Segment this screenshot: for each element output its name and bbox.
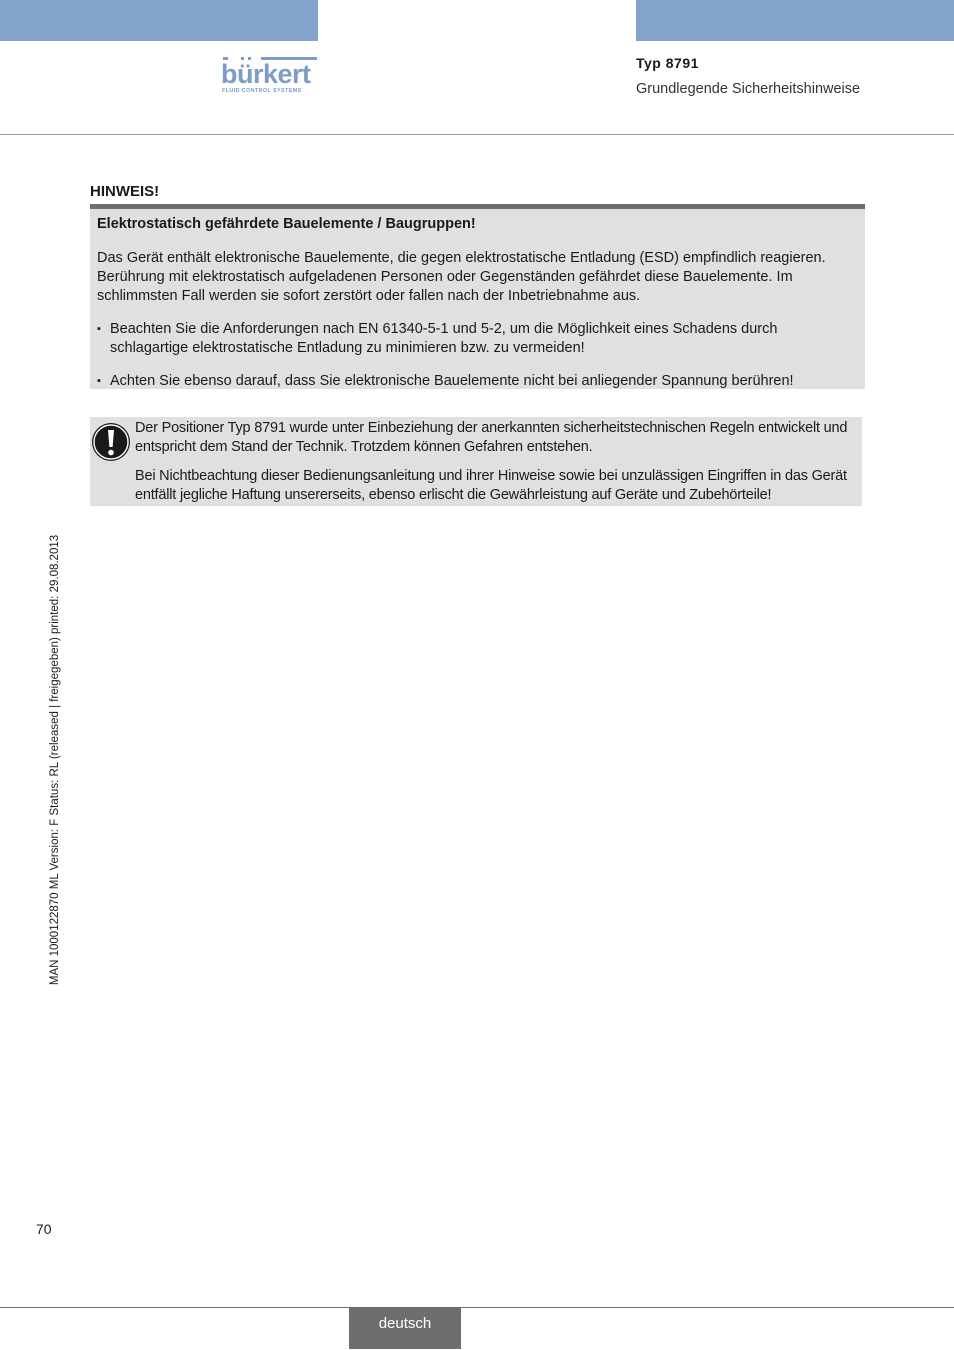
warning-text (135, 419, 859, 515)
footer-divider (0, 1307, 954, 1308)
doc-subtitle: Grundlegende Sicherheitshinweise (636, 81, 861, 97)
exclamation-icon (90, 421, 132, 463)
notice-box (90, 204, 865, 389)
page-number: 70 (36, 1221, 52, 1237)
document-meta-sidebar: MAN 1000122870 ML Version: F Status: RL (released | freigegeben) printed: 29.08.2013 (49, 534, 61, 986)
burkert-logo (221, 56, 321, 96)
doc-type: Typ 8791 (636, 55, 699, 71)
notice-heading: Elektrostatisch gefährdete Bauelemente / Baugruppen! (97, 216, 476, 232)
bullet-marker: ▪ (97, 375, 101, 387)
list-item (97, 320, 847, 358)
bullet-marker: ▪ (97, 323, 101, 335)
header-bar-left (0, 0, 318, 41)
language-tab: deutsch (349, 1307, 461, 1349)
warning-paragraph: Der Positioner Typ 8791 wurde unter Einbeziehung der anerkannten sicherheitstechnischen Regeln entwickelt und entspricht dem Stand der Technik. Trotzdem können Gefahren entstehen. (135, 420, 848, 455)
bullet-text: Beachten Sie die Anforderungen nach EN 61340-5-1 und 5-2, um die Möglichkeit eines Schadens durch schlagartige elektrostatische Entladung zu minimieren bzw. zu vermeiden! (110, 321, 778, 356)
warning-box (90, 417, 862, 506)
header-bar-right (636, 0, 954, 41)
warning-paragraph: Bei Nichtbeachtung dieser Bedienungsanleitung und ihrer Hinweise sowie bei unzulässigen Eingriffen in das Gerät entfällt jegliche Haftung unsererseits, ebenso erlischt die Gewährleistung auf Geräte und Zubehörteile! (135, 468, 847, 503)
notice-label: HINWEIS! (90, 183, 160, 200)
notice-body: Das Gerät enthält elektronische Bauelemente, die gegen elektrostatische Entladung (ESD) empfindlich reagieren. Berührung mit elektrostatisch aufgeladenen Personen oder Gegenständen gefährdet diese Bauelemente. Im schlimmsten Fall werden sie sofort zerstört oder fallen nach der Inbetriebnahme aus. (97, 250, 826, 304)
logo-tagline: FLUID CONTROL SYSTEMS (222, 88, 302, 94)
logo-wordmark: bürkert (221, 59, 311, 89)
bullet-text: Achten Sie ebenso darauf, dass Sie elektronische Bauelemente nicht bei anliegender Spannung berühren! (110, 373, 794, 389)
list-item (97, 372, 847, 391)
header-divider (0, 134, 954, 135)
